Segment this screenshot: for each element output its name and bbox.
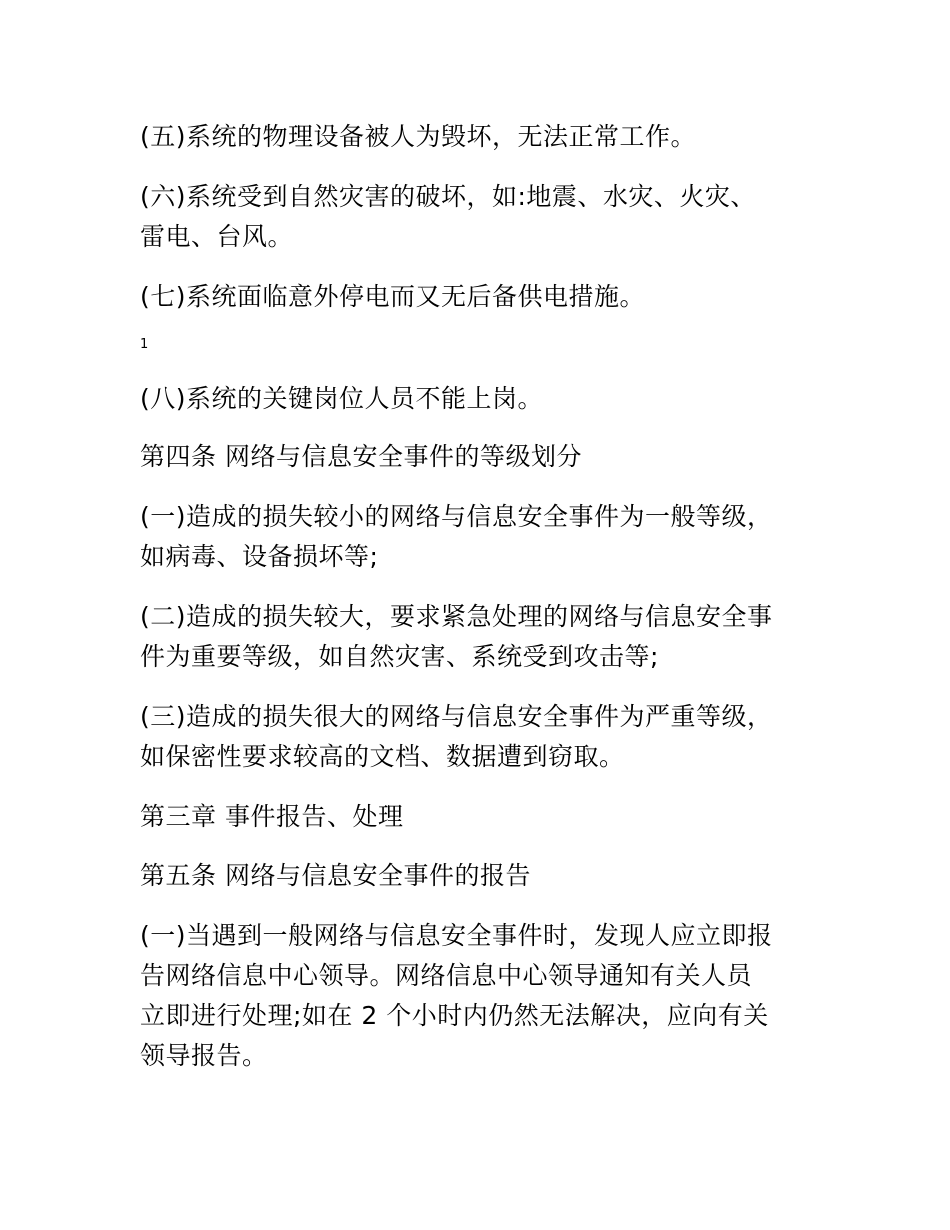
report-item-1 [140,916,820,1076]
text-line: 如保密性要求较高的文档、数据遭到窃取。 [140,742,625,771]
text-line: (五)系统的物理设备被人为毁坏，无法正常工作。 [140,122,697,151]
article-4-heading [140,437,820,477]
text-line: 件为重要等级，如自然灾害、系统受到攻击等; [140,642,659,671]
text-line: 第四条 网络与信息安全事件的等级划分 [140,442,582,471]
article-5-heading [140,856,820,896]
chapter-3-heading [140,797,820,837]
text-line: (七)系统面临意外停电而又无后备供电措施。 [140,282,646,311]
text-line: 第五条 网络与信息安全事件的报告 [140,861,531,890]
paragraph-item-6 [140,177,820,257]
level-item-1 [140,497,820,577]
text-line: (三)造成的损失很大的网络与信息安全事件为严重等级， [140,702,773,731]
text-line: (一)造成的损失较小的网络与信息安全事件为一般等级， [140,502,773,531]
paragraph-item-7 [140,277,820,317]
level-item-3 [140,697,820,777]
page-number: 1 [140,337,149,352]
level-item-2 [140,597,820,677]
paragraph-item-5 [140,117,820,157]
text-line: (八)系统的关键岗位人员不能上岗。 [140,384,544,413]
text-line: 立即进行处理;如在 2 个小时内仍然无法解决，应向有关 [140,1001,769,1030]
text-line: 如病毒、设备损坏等; [140,542,379,571]
text-line: (六)系统受到自然灾害的破坏，如:地震、水灾、火灾、 [140,182,756,211]
text-line: 雷电、台风。 [140,222,294,251]
paragraph-item-8 [140,379,820,419]
text-line: (一)当遇到一般网络与信息安全事件时，发现人应立即报 [140,921,773,950]
text-line: 领导报告。 [140,1041,268,1070]
text-line: 第三章 事件报告、处理 [140,802,404,831]
text-line: (二)造成的损失较大，要求紧急处理的网络与信息安全事 [140,602,773,631]
text-line: 告网络信息中心领导。网络信息中心领导通知有关人员 [140,961,753,990]
